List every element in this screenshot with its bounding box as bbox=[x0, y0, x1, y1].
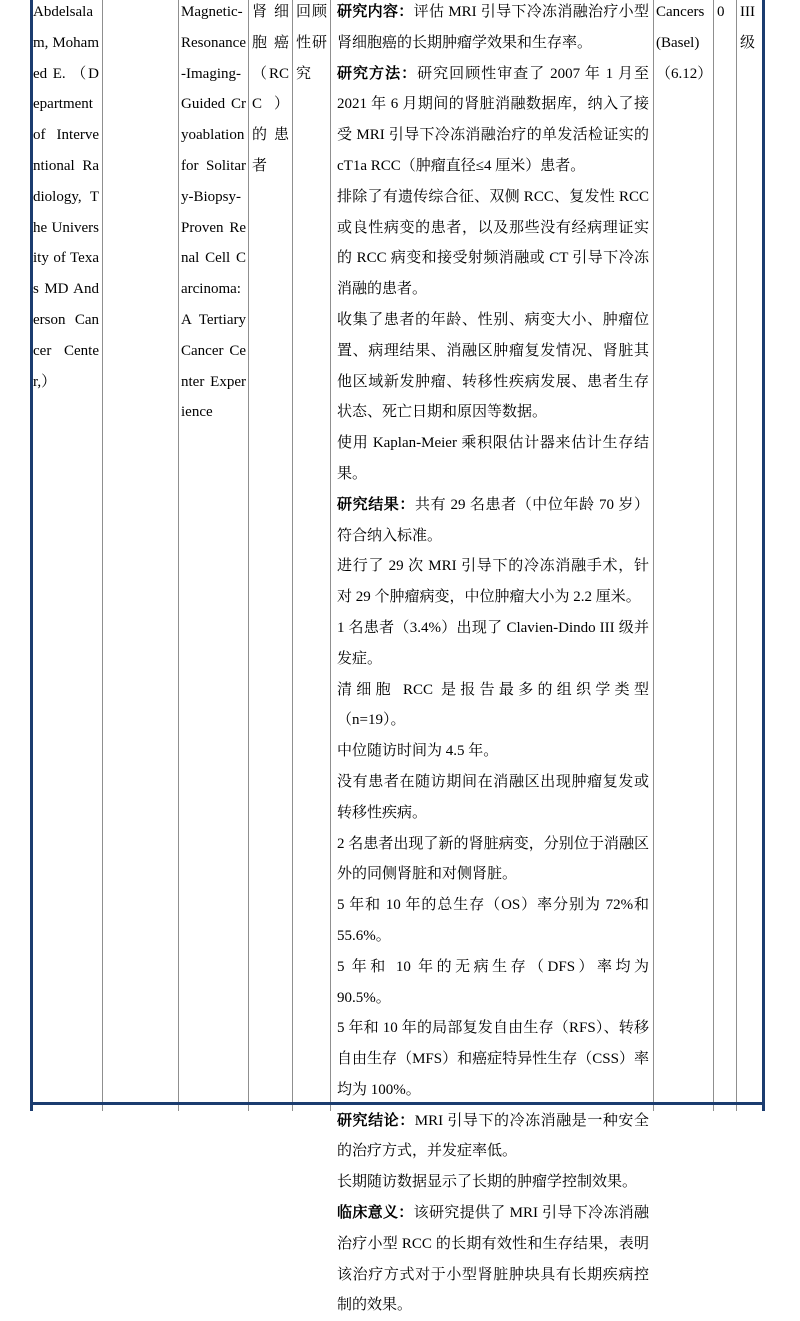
study-summary-cell bbox=[337, 0, 649, 1314]
content-paragraph: 使用 Kaplan-Meier 乘积限估计器来估计生存结果。 bbox=[337, 435, 649, 482]
content-paragraph: 5 年和 10 年的总生存（OS）率分别为 72%和 55.6%。 bbox=[337, 897, 649, 944]
column-divider bbox=[292, 0, 293, 1111]
paragraph-label: 研究方法： bbox=[337, 65, 418, 82]
article-title-cell: Magnetic-Resonance-Imaging-Guided Cryoablation for Solitary-Biopsy-Proven Renal Cell Carcinoma: A Tertiary Cancer Center Experience bbox=[181, 4, 246, 421]
content-paragraph: 清细胞 RCC 是报告最多的组织学类型（n=19）。 bbox=[337, 681, 649, 729]
content-paragraph: 5 年和 10 年的无病生存（DFS）率均为 90.5%。 bbox=[337, 958, 649, 1006]
score-cell: 0 bbox=[717, 4, 725, 20]
study-design-cell: 回顾性研究 bbox=[296, 4, 327, 82]
paragraph-label: 研究内容： bbox=[337, 4, 414, 20]
content-paragraph: 研究结论：MRI 引导下的冷冻消融是一种安全的治疗方式，并发症率低。 bbox=[337, 1112, 649, 1160]
paragraph-label: 研究结论： bbox=[337, 1112, 415, 1129]
column-divider bbox=[736, 0, 737, 1111]
content-paragraph: 研究内容：评估 MRI 引导下冷冻消融治疗小型肾细胞癌的长期肿瘤学效果和生存率。 bbox=[337, 4, 649, 51]
content-paragraph: 长期随访数据显示了长期的肿瘤学控制效果。 bbox=[337, 1174, 638, 1191]
content-paragraph: 1 名患者（3.4%）出现了 Clavien-Dindo III 级并发症。 bbox=[337, 619, 649, 667]
author-cell: Abdelsalam, Mohamed E. （Department of Interventional Radiology, The University of Texas MD Anderson Cancer Center,） bbox=[33, 4, 99, 390]
content-paragraph: 收集了患者的年龄、性别、病变大小、肿瘤位置、病理结果、消融区肿瘤复发情况、肾脏其他区域新发肿瘤、转移性疾病发展、患者生存状态、死亡日期和原因等数据。 bbox=[337, 311, 649, 421]
content-paragraph: 研究方法：研究回顾性审查了 2007 年 1 月至 2021 年 6 月期间的肾脏消融数据库，纳入了接受 MRI 引导下冷冻消融治疗的单发活检证实的 cT1a RCC（肿瘤直径≤4 厘米）患者。 bbox=[337, 65, 649, 174]
row-bottom-border bbox=[30, 1102, 765, 1105]
content-paragraph: 5 年和 10 年的局部复发自由生存（RFS）、转移自由生存（MFS）和癌症特异性生存（CSS）率均为 100%。 bbox=[337, 1020, 649, 1098]
evidence-grade-cell: III 级 bbox=[740, 4, 756, 51]
empty-cell bbox=[104, 0, 176, 1102]
column-divider bbox=[653, 0, 654, 1111]
table-right-border bbox=[762, 0, 765, 1111]
content-paragraph: 中位随访时间为 4.5 年。 bbox=[337, 743, 499, 760]
column-divider bbox=[102, 0, 103, 1111]
paragraph-label: 临床意义： bbox=[337, 1205, 414, 1222]
content-paragraph: 临床意义：该研究提供了 MRI 引导下冷冻消融治疗小型 RCC 的长期有效性和生存结果，表明该治疗方式对于小型肾脏肿块具有长期疾病控制的效果。 bbox=[337, 1205, 649, 1314]
content-paragraph: 2 名患者出现了新的肾脏病变，分别位于消融区外的同侧肾脏和对侧肾脏。 bbox=[337, 835, 649, 883]
column-divider bbox=[330, 0, 331, 1111]
column-divider bbox=[248, 0, 249, 1111]
content-paragraph: 没有患者在随访期间在消融区出现肿瘤复发或转移性疾病。 bbox=[337, 773, 649, 821]
column-divider bbox=[178, 0, 179, 1111]
column-divider bbox=[713, 0, 714, 1111]
paragraph-label: 研究结果： bbox=[337, 496, 415, 513]
table-left-border bbox=[30, 0, 33, 1111]
journal-cell: Cancers (Basel) （6.12） bbox=[656, 4, 713, 82]
content-paragraph: 进行了 29 次 MRI 引导下的冷冻消融手术，针对 29 个肿瘤病变，中位肿瘤大小为 2.2 厘米。 bbox=[337, 558, 649, 606]
content-paragraph: 研究结果：共有 29 名患者（中位年龄 70 岁）符合纳入标准。 bbox=[337, 496, 649, 544]
study-population-cell: 肾细胞癌（RCC）的患者 bbox=[252, 4, 289, 174]
content-paragraph: 排除了有遗传综合征、双侧 RCC、复发性 RCC 或良性病变的患者，以及那些没有经病理证实的 RCC 病变和接受射频消融或 CT 引导下冷冻消融的患者。 bbox=[337, 188, 649, 298]
